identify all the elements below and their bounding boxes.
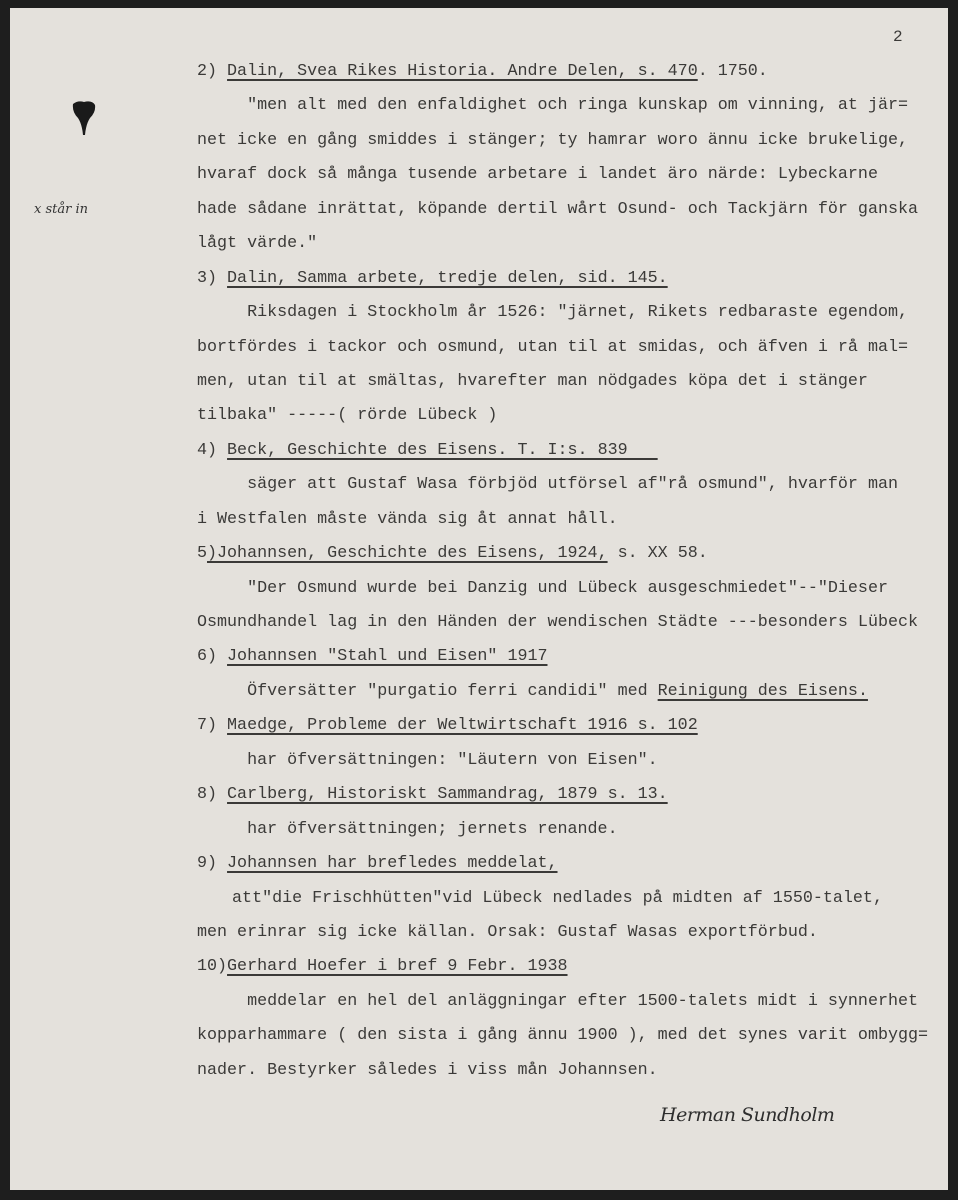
entry-heading — [197, 778, 947, 812]
page-number: 2 — [893, 28, 903, 46]
entry-number: 6) — [197, 647, 228, 667]
entry-number: 10) — [197, 957, 228, 977]
body-line: har öfversättningen: "Läutern von Eisen". — [247, 750, 658, 770]
reference: Johannsen har brefledes meddelat, — [227, 854, 558, 874]
body-line: tilbaka" -----( rörde Lübeck ) — [197, 406, 498, 426]
body-line: Osmundhandel lag in den Händen der wendischen Städte ---besonders Lübeck — [197, 613, 919, 632]
body-line: nader. Bestyrker således i viss mån Johannsen. — [197, 1060, 658, 1080]
entry-number: 4) — [197, 440, 228, 460]
entry-heading — [197, 262, 947, 296]
body-line: net icke en gång smiddes i stänger; ty hamrar woro ännu icke brukelige, — [197, 130, 909, 150]
reference: Dalin, Samma arbete, tredje delen, sid. 145. — [227, 268, 668, 288]
body-line: i Westfalen måste vända sig åt annat håll. — [197, 509, 618, 529]
entry-heading — [197, 847, 947, 881]
entry-heading — [197, 55, 947, 89]
entry-number: 7) — [197, 716, 228, 736]
body-line: har öfversättningen; jernets renande. — [247, 819, 618, 839]
body-line: hade sådane inrättat, köpande dertil wårt Osund- och Tackjärn för ganska — [197, 199, 919, 219]
body-text: Öfversätter "purgatio ferri candidi" med — [247, 681, 658, 701]
entry-heading — [197, 950, 947, 984]
entry-number: 5 — [197, 544, 208, 564]
entry-number: 3) — [197, 268, 228, 288]
reference: Gerhard Hoefer i bref 9 Febr. 1938 — [227, 957, 568, 977]
entry-number: 2) — [197, 62, 228, 81]
handwritten-margin-note: x står in — [34, 202, 88, 217]
reference: Carlberg, Historiskt Sammandrag, 1879 s. 13. — [227, 785, 668, 805]
body-line: säger att Gustaf Wasa förbjöd utförsel af"rå osmund", hvarför man — [247, 475, 898, 495]
reference-suffix: . 1750. — [697, 62, 768, 81]
reference: Dalin, Svea Rikes Historia. Andre Delen, s. 470 — [227, 62, 698, 81]
reference: Johannsen "Stahl und Eisen" 1917 — [227, 647, 548, 667]
reference: Beck, Geschichte des Eisens. T. I:s. 839 — [227, 440, 658, 460]
body-line: kopparhammare ( den sista i gång ännu 1900 ), med det synes varit ombygg= — [197, 1026, 929, 1046]
body-line: men, utan til at smältas, hvarefter man nödgades köpa det i stänger — [197, 371, 868, 391]
body-line: att"die Frischhütten"vid Lübeck nedlades på midten af 1550-talet, — [232, 888, 883, 908]
reference-suffix: s. XX 58. — [607, 544, 708, 564]
body-line: bortfördes i tackor och osmund, utan til at smidas, och äfven i rå mal= — [197, 337, 909, 357]
ink-blot-mark — [70, 100, 98, 136]
entry-heading — [197, 537, 947, 571]
body-line: lågt värde." — [197, 234, 318, 254]
body-line: Riksdagen i Stockholm år 1526: "järnet, Rikets redbaraste egendom, — [247, 303, 908, 323]
entry-heading — [197, 709, 947, 743]
body-line: men erinrar sig icke källan. Orsak: Gustaf Wasas exportförbud. — [197, 922, 818, 942]
body-line: hvaraf dock så många tusende arbetare i landet äro närde: Lybeckarne — [197, 165, 878, 185]
reference: )Johannsen, Geschichte des Eisens, 1924, — [207, 544, 608, 564]
reference: Maedge, Probleme der Weltwirtschaft 1916 s. 102 — [227, 716, 698, 736]
body-line: "men alt med den enfaldighet och ringa kunskap om vinning, at jär= — [247, 96, 908, 116]
entry-number: 8) — [197, 785, 228, 805]
body-line — [197, 675, 947, 709]
entry-heading — [197, 434, 947, 468]
underlined-phrase: Reinigung des Eisens. — [657, 681, 868, 701]
typed-text — [197, 55, 947, 1088]
entry-number: 9) — [197, 854, 228, 874]
handwritten-signature: Herman Sundholm — [660, 1104, 835, 1126]
body-line: meddelar en hel del anläggningar efter 1500-talets midt i synnerhet — [247, 991, 919, 1011]
body-line: "Der Osmund wurde bei Danzig und Lübeck ausgeschmiedet"--"Dieser — [247, 578, 888, 598]
entry-heading — [197, 640, 947, 674]
